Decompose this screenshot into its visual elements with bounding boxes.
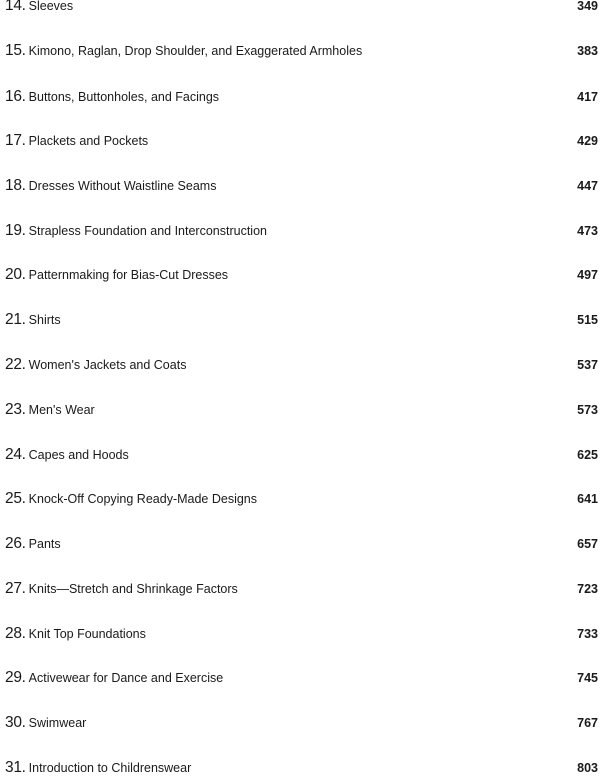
entry-title xyxy=(5,579,238,599)
chapter-title: Knits—Stretch and Shrinkage Factors xyxy=(28,582,238,596)
chapter-title: Knit Top Foundations xyxy=(28,627,146,641)
chapter-title: Buttons, Buttonholes, and Facings xyxy=(28,90,220,104)
chapter-title: Knock-Off Copying Ready-Made Designs xyxy=(28,492,258,506)
chapter-number: 27. xyxy=(5,580,26,597)
chapter-title: Pants xyxy=(28,537,61,551)
entry-title xyxy=(5,668,223,688)
entry-title xyxy=(5,624,146,644)
toc-entry[interactable] xyxy=(5,265,598,285)
page-number: 641 xyxy=(577,492,598,506)
chapter-number: 25. xyxy=(5,490,26,507)
page-number: 767 xyxy=(577,716,598,730)
toc-entry[interactable] xyxy=(5,713,598,733)
toc-entry[interactable] xyxy=(5,0,598,16)
chapter-title: Men's Wear xyxy=(28,403,95,417)
toc-entry[interactable] xyxy=(5,41,598,61)
page-number: 657 xyxy=(577,537,598,551)
chapter-number: 22. xyxy=(5,356,26,373)
entry-title xyxy=(5,310,61,330)
page-number: 349 xyxy=(577,0,598,13)
chapter-title: Introduction to Childrenswear xyxy=(28,761,192,775)
page-number: 537 xyxy=(577,358,598,372)
page-number: 573 xyxy=(577,403,598,417)
entry-title xyxy=(5,0,73,16)
toc-entry[interactable] xyxy=(5,758,598,778)
chapter-number: 23. xyxy=(5,401,26,418)
chapter-number: 28. xyxy=(5,625,26,642)
entry-title xyxy=(5,41,362,61)
toc-entry[interactable] xyxy=(5,87,598,107)
page-number: 447 xyxy=(577,179,598,193)
chapter-number: 29. xyxy=(5,669,26,686)
chapter-number: 24. xyxy=(5,446,26,463)
chapter-title: Dresses Without Waistline Seams xyxy=(28,179,217,193)
chapter-title: Capes and Hoods xyxy=(28,448,129,462)
toc-entry[interactable] xyxy=(5,668,598,688)
table-of-contents xyxy=(5,0,600,777)
toc-entry[interactable] xyxy=(5,489,598,509)
toc-entry[interactable] xyxy=(5,310,598,330)
chapter-number: 26. xyxy=(5,535,26,552)
entry-title xyxy=(5,221,267,241)
chapter-title: Strapless Foundation and Interconstruction xyxy=(28,224,267,238)
entry-title xyxy=(5,176,216,196)
entry-title xyxy=(5,131,148,151)
page-number: 429 xyxy=(577,134,598,148)
page-number: 803 xyxy=(577,761,598,775)
toc-entry[interactable] xyxy=(5,624,598,644)
chapter-number: 15. xyxy=(5,42,26,59)
entry-title xyxy=(5,445,129,465)
chapter-number: 20. xyxy=(5,266,26,283)
toc-entry[interactable] xyxy=(5,221,598,241)
entry-title xyxy=(5,265,228,285)
entry-title xyxy=(5,489,257,509)
chapter-title: Kimono, Raglan, Drop Shoulder, and Exaggerated Armholes xyxy=(28,44,363,58)
toc-entry[interactable] xyxy=(5,534,598,554)
chapter-title: Patternmaking for Bias-Cut Dresses xyxy=(28,268,229,282)
page-number: 745 xyxy=(577,671,598,685)
entry-title xyxy=(5,355,186,375)
chapter-title: Shirts xyxy=(28,313,61,327)
chapter-title: Sleeves xyxy=(28,0,74,13)
entry-title xyxy=(5,713,86,733)
chapter-title: Swimwear xyxy=(28,716,87,730)
page-number: 625 xyxy=(577,448,598,462)
page-number: 473 xyxy=(577,224,598,238)
page-number: 723 xyxy=(577,582,598,596)
chapter-number: 17. xyxy=(5,132,26,149)
entry-title xyxy=(5,758,191,778)
toc-entry[interactable] xyxy=(5,445,598,465)
toc-entry[interactable] xyxy=(5,176,598,196)
chapter-title: Activewear for Dance and Exercise xyxy=(28,671,224,685)
chapter-number: 18. xyxy=(5,177,26,194)
chapter-number: 16. xyxy=(5,88,26,105)
page-number: 417 xyxy=(577,90,598,104)
page-number: 497 xyxy=(577,268,598,282)
chapter-number: 21. xyxy=(5,311,26,328)
toc-entry[interactable] xyxy=(5,579,598,599)
chapter-number: 19. xyxy=(5,222,26,239)
toc-entry[interactable] xyxy=(5,355,598,375)
chapter-number: 14. xyxy=(5,0,26,14)
page-number: 733 xyxy=(577,627,598,641)
chapter-title: Plackets and Pockets xyxy=(28,134,149,148)
page-number: 383 xyxy=(577,44,598,58)
entry-title xyxy=(5,87,219,107)
entry-title xyxy=(5,400,95,420)
toc-entry[interactable] xyxy=(5,131,598,151)
page-number: 515 xyxy=(577,313,598,327)
entry-title xyxy=(5,534,61,554)
chapter-number: 30. xyxy=(5,714,26,731)
toc-entry[interactable] xyxy=(5,400,598,420)
chapter-number: 31. xyxy=(5,759,26,776)
chapter-title: Women's Jackets and Coats xyxy=(28,358,187,372)
